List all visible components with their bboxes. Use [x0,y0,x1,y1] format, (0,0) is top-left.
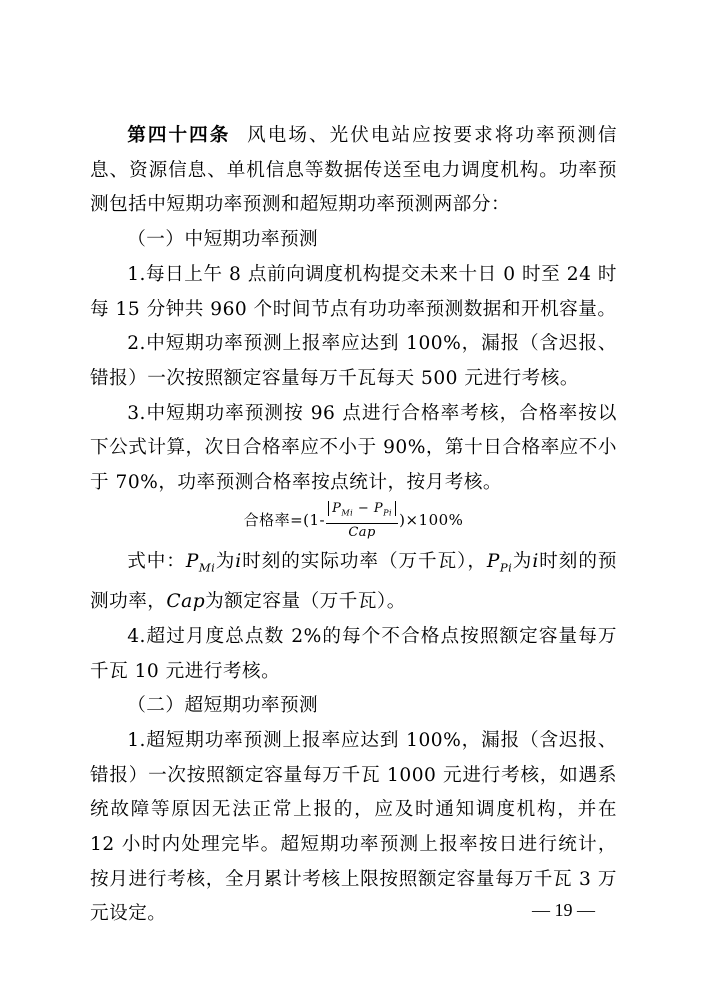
pass-rate-formula [90,501,617,541]
article-paragraph [90,119,617,223]
formula-fraction [326,500,398,541]
formula-close: )×100% [399,511,464,530]
where-text: 为 [512,550,533,572]
formula-open: (1- [303,511,326,530]
section1-item3: 3.中短期功率预测按 96 点进行合格率考核，合格率按以下公式计算，次日合格率应不小于 90%，第十日合格率应不小于 70%，功率预测合格率按点统计，按月考核。 [90,402,617,494]
where-p-predicted: P [486,550,500,572]
formula-numerator [326,500,398,524]
where-cap: Cap [166,591,206,613]
where-sub-mi: Mi [198,560,216,575]
formula-p-predicted: P [373,501,384,517]
section1-item4: 4.超过月度总点数 2%的每个不合格点按照额定容量每万千瓦 10 元进行考核。 [90,625,617,682]
article-intro: 风电场、光伏电站应按要求将功率预测信息、资源信息、单机信息等数据传送至电力调度机构。功率预测包括中短期功率预测和超短期功率预测两部分： [90,125,617,216]
section2-item1: 1.超短期功率预测上报率应达到 100%，漏报（含迟报、错报）一次按照额定容量每万千瓦 1000 元进行考核，如遇系统故障等原因无法正常上报的，应及时通知调度机构，并在 12 小时内处理完毕。超短期功率预测上报率按日进行统计，按月进行考核，全月累计考核上限按照额定容量每万千瓦 3 万元设定。 [90,729,617,925]
where-i: i [235,550,242,572]
formula-absolute-value [328,501,396,519]
where-sub-pi: Pi [499,560,513,575]
formula-denominator: Cap [348,525,376,541]
formula-sub-pi: Pi [383,509,393,519]
formula-sub-mi: Mi [341,509,354,519]
section2-heading: （二）超短期功率预测 [127,695,319,717]
where-label: 式中： [127,550,186,572]
formula-minus: − [353,501,374,517]
where-p-measured: P [185,550,199,572]
section1-item1: 1.每日上午 8 点前向调度机构提交未来十日 0 时至 24 时每 15 分钟共 960 个时间节点有功功率预测数据和开机容量。 [90,263,617,320]
formula-explanation [90,545,617,620]
document-body [90,119,617,932]
formula-p-measured: P [332,501,342,517]
where-text: 为 [215,550,236,572]
formula-lhs: 合格率= [243,511,304,530]
where-text: 时刻的预测功率， [90,550,617,613]
where-text: 时刻的实际功率（万千瓦）， [241,550,487,572]
where-i: i [532,550,539,572]
where-text: 为额定容量（万千瓦）。 [205,591,406,613]
section1-heading: （一）中短期功率预测 [127,229,319,251]
page-number: — 19 — [532,900,595,920]
section1-item2: 2.中短期功率预测上报率应达到 100%，漏报（含迟报、错报）一次按照额定容量每万千瓦每天 500 元进行考核。 [90,333,617,389]
article-number: 第四十四条 [127,125,231,146]
